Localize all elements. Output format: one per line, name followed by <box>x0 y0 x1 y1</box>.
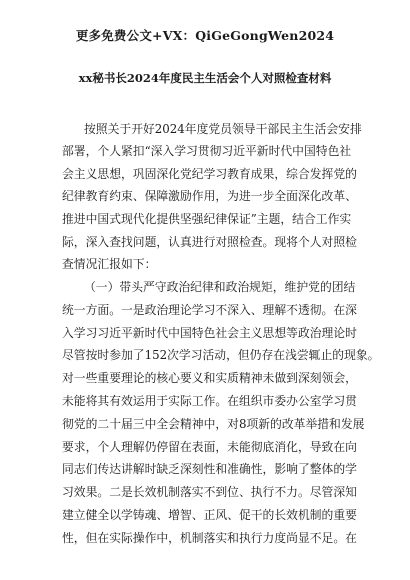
body-line: 未能将其有效运用于实际工作。在组织市委办公室学习贯 <box>62 394 357 408</box>
body-line: 要求，个人理解仍停留在表面，未能彻底消化，导致在向 <box>62 440 357 454</box>
body-line: 会主义思想，巩固深化党纪学习教育成果，综合发挥党的 <box>62 167 357 181</box>
body-line: 建立健全以学铸魂、增智、正风、促干的长效机制的重要 <box>62 508 357 522</box>
promo-header: 更多免费公文+VX：QiGeGongWen2024 <box>75 28 335 43</box>
body-line: 查情况汇报如下： <box>62 257 157 271</box>
body-line: 际，深入查找问题，认真进行对照检查。现将个人对照检 <box>62 235 357 249</box>
body-line: 彻党的二十届三中全会精神中，对8项新的改革举措和发展 <box>62 417 365 431</box>
body-line: 对一些重要理论的核心要义和实质精神未做到深刻领会， <box>62 371 357 385</box>
body-line: 入学习习近平新时代中国特色社会主义思想等政治理论时 <box>62 326 357 340</box>
body-line: 统一方面。一是政治理论学习不深入、理解不透彻。在深 <box>62 303 357 317</box>
body-line: 推进中国式现代化提供坚强纪律保证”主题，结合工作实 <box>62 212 352 226</box>
body-line: 尽管按时参加了152次学习活动，但仍存在浅尝辄止的现象。 <box>62 348 380 362</box>
body-line: 性，但在实际操作中，机制落实和执行力度尚显不足。在 <box>62 531 357 545</box>
document-title: xx秘书长2024年度民主生活会个人对照检查材料 <box>78 71 332 85</box>
body-line: 同志们传达讲解时缺乏深刻性和准确性，影响了整体的学 <box>62 462 357 476</box>
body-line: 习效果。二是长效机制落实不到位、执行不力。尽管深知 <box>62 485 357 499</box>
body-line: 部署，个人紧扣“深入学习贯彻习近平新时代中国特色社 <box>62 144 352 158</box>
body-line: 纪律教育约束、保障激励作用，为进一步全面深化改革、 <box>62 189 357 203</box>
body-line: 按照关于开好2024年度党员领导干部民主生活会安排 <box>84 122 362 136</box>
body-line: （一）带头严守政治纪律和政治规矩，维护党的团结 <box>84 280 356 294</box>
